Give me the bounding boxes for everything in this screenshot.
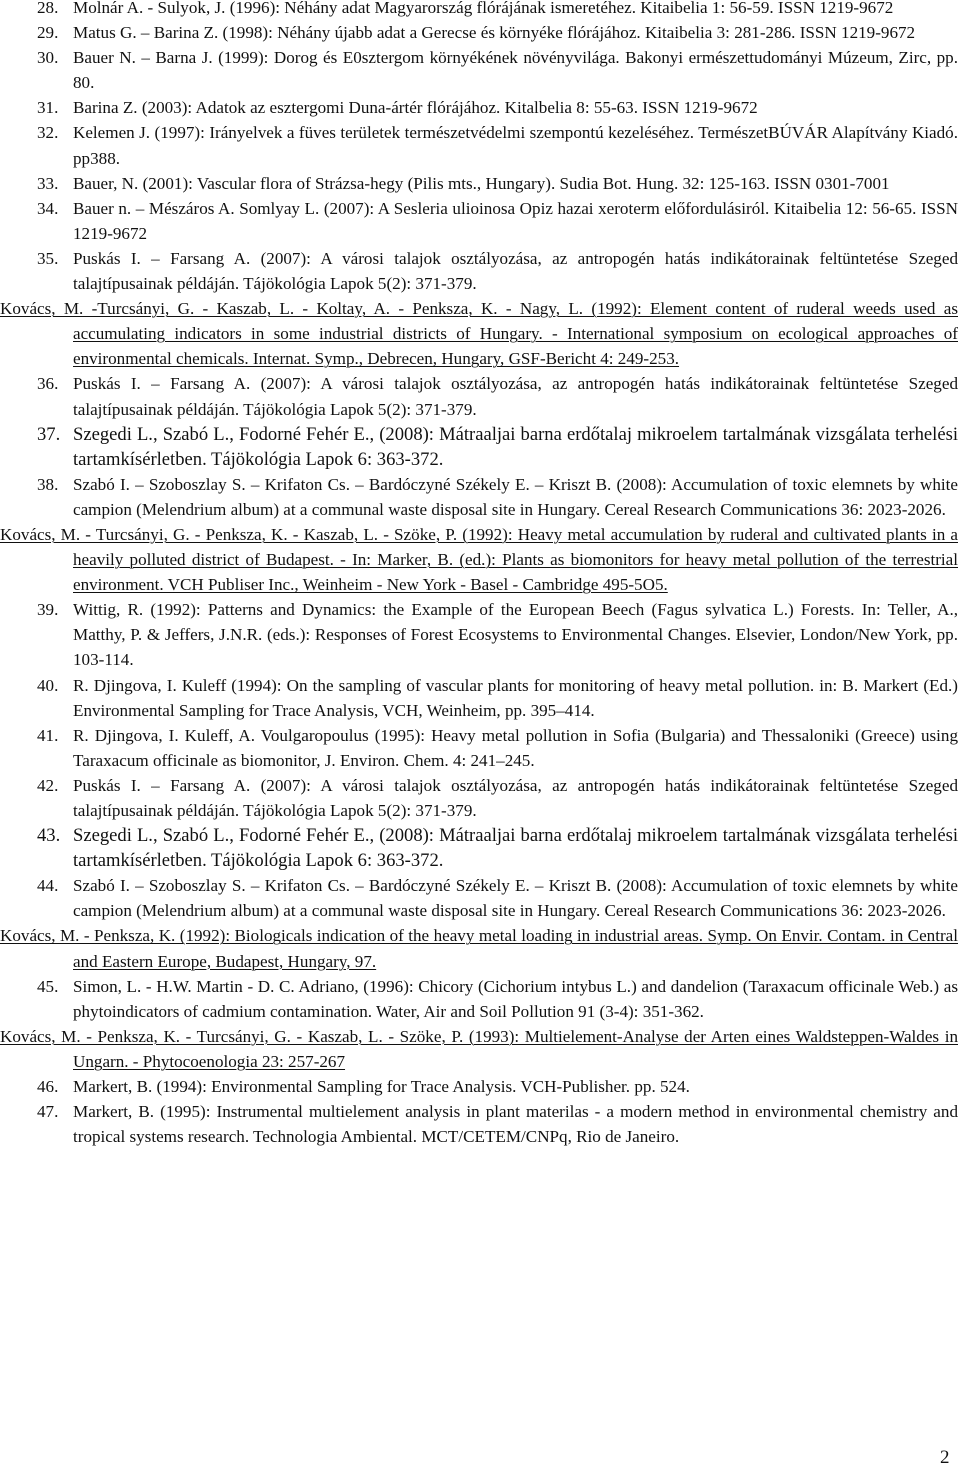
kovacs-reference: Kovács, M. - Penksza, K. - Turcsányi, G. - Kaszab, L. - Szöke, P. (1993): Multielement-Analyse der Arten eines Waldsteppen-Waldes in Ungarn. - Phytocoenologia 23: 257-267 [0, 1026, 958, 1071]
reference-text: Markert, B. (1995): Instrumental multielement analysis in plant materilas - a modern method in environmental chemistry and tropical systems research. Technologia Ambiental. MCT/CETEM/CNPq, Rio de Janeiro. [73, 1102, 958, 1147]
reference-text: Simon, L. - H.W. Martin - D. C. Adriano, (1996): Chicory (Cichorium intybus L.) and dandelion (Taraxacum officinale Web.) as phytoindicators of cadmium contamination. Water, Air and Soil Pollution 91 (3-4): 351-362. [73, 976, 958, 1021]
reference-number: 32. [37, 123, 59, 143]
reference-number: 47. [37, 1102, 59, 1122]
reference-number: 43. [37, 825, 61, 847]
reference-text: Matus G. – Barina Z. (1998): Néhány újabb adat a Gerecse és környéke flórájához. Kitaibelia 3: 281-286. ISSN 1219-9672 [73, 23, 916, 43]
reference-number: 31. [37, 98, 59, 118]
reference-text: Puskás I. – Farsang A. (2007): A városi talajok osztályozása, az antropogén hatás indikátorainak feltüntetése Szeged talajtípusainak példáján. Tájökológia Lapok 5(2): 371-379. [73, 374, 958, 419]
reference-text: Bauer n. – Mészáros A. Somlyay L. (2007): A Sesleria ulioinosa Opiz hazai xeroterm előfordulásiról. Kitaibelia 12: 56-65. ISSN 1219-9672 [73, 198, 958, 243]
kovacs-reference: Kovács, M. - Penksza, K. (1992): Biologicals indication of the heavy metal loading in industrial areas. Symp. On Envir. Contam. in Central and Eastern Europe, Budapest, Hungary, 97. [0, 926, 958, 971]
reference-number: 38. [37, 474, 59, 494]
reference-text: Szabó I. – Szoboszlay S. – Krifaton Cs. – Bardóczyné Székely E. – Kriszt B. (2008): Accumulation of toxic elemnets by white campion (Melendrium album) at a communal waste disposal site in Hungary. Cereal Research Communications 36: 2023-2026. [73, 876, 958, 921]
reference-text: R. Djingova, I. Kuleff, A. Voulgaropoulus (1995): Heavy metal pollution in Sofia (Bulgaria) and Thessaloniki (Greece) using Taraxacum officinale as biomonitor, J. Environ. Chem. 4: 241–245. [73, 725, 958, 770]
reference-item [0, 45, 958, 95]
reference-number: 46. [37, 1077, 59, 1097]
reference-text: Puskás I. – Farsang A. (2007): A városi talajok osztályozása, az antropogén hatás indikátorainak feltüntetése Szeged talajtípusainak példáján. Tájökológia Lapok 5(2): 371-379. [73, 775, 958, 820]
reference-number: 36. [37, 374, 59, 394]
reference-item [0, 1074, 958, 1099]
reference-item [0, 723, 958, 773]
page-number: 2 [940, 1447, 950, 1468]
reference-number: 44. [37, 876, 59, 896]
reference-item [0, 673, 958, 723]
reference-number: 29. [37, 23, 59, 43]
reference-item [0, 773, 958, 823]
reference-item [0, 20, 958, 45]
reference-text: Markert, B. (1994): Environmental Sampling for Trace Analysis. VCH-Publisher. pp. 524. [73, 1077, 690, 1097]
reference-text: Wittig, R. (1992): Patterns and Dynamics: the Example of the European Beech (Fagus sylvatica L.) Forests. In: Teller, A., Matthy, P. & Jeffers, J.N.R. (eds.): Responses of Forest Ecosystems to Environmental Changes. Elsevier, London/New York, pp. 103-114. [73, 600, 958, 670]
reference-text: Molnár A. - Sulyok, J. (1996): Néhány adat Magyarország flórájának ismeretéhez. Kitaibelia 1: 56-59. ISSN 1219-9672 [73, 0, 894, 17]
reference-item [0, 0, 958, 20]
reference-item [0, 472, 958, 522]
reference-item [0, 823, 958, 873]
kovacs-reference: Kovács, M. -Turcsányi, G. - Kaszab, L. - Koltay, A. - Penksza, K. - Nagy, L. (1992): Element content of ruderal weeds used as accumulating indicators in some industrial districts of Hungary. - International symposium on ecological approaches of environmental chemicals. Internat. Symp., Debrecen, Hungary, GSF-Bericht 4: 249-253. [0, 299, 958, 369]
reference-text: Szabó I. – Szoboszlay S. – Krifaton Cs. – Bardóczyné Székely E. – Kriszt B. (2008): Accumulation of toxic elemnets by white campion (Melendrium album) at a communal waste disposal site in Hungary. Cereal Research Communications 36: 2023-2026. [73, 474, 958, 519]
reference-number: 42. [37, 775, 59, 795]
reference-text: Kelemen J. (1997): Irányelvek a füves területek természetvédelmi szempontú kezeléséhez. TermészetBÚVÁR Alapítvány Kiadó. pp388. [73, 123, 958, 168]
reference-text: Szegedi L., Szabó L., Fodorné Fehér E., (2008): Mátraaljai barna erdőtalaj mikroelem tartalmának vizsgálata terhelési tartamkísérletben. Tájökológia Lapok 6: 363-372. [73, 423, 958, 470]
reference-item [0, 597, 958, 672]
reference-text: Bauer N. – Barna J. (1999): Dorog és E0sztergom környékének növényvilága. Bakonyi ermészettudományi Múzeum, Zirc, pp. 80. [73, 48, 958, 93]
reference-item [0, 196, 958, 246]
reference-item [0, 95, 958, 120]
reference-number: 33. [37, 173, 59, 193]
reference-number: 28. [37, 0, 59, 17]
reference-item [0, 371, 958, 421]
reference-item [0, 171, 958, 196]
kovacs-reference: Kovács, M. - Turcsányi, G. - Penksza, K. - Kaszab, L. - Szöke, P. (1992): Heavy metal accumulation by ruderal and cultivated plants in a heavily polluted district of Budapest. - In: Marker, B. (ed.): Plants as biomonitors for heavy metal pollution of the terrestrial environment. VCH Publiser Inc., Weinheim - New York - Basel - Cambridge 495-5O5. [0, 524, 958, 595]
reference-number: 35. [37, 248, 59, 268]
reference-item [0, 873, 958, 923]
reference-number: 39. [37, 600, 59, 620]
reference-item [0, 422, 958, 472]
reference-number: 40. [37, 675, 59, 695]
reference-text: Barina Z. (2003): Adatok az esztergomi Duna-ártér flórájához. Kitalbelia 8: 55-63. ISSN 1219-9672 [73, 98, 758, 118]
reference-number: 34. [37, 198, 59, 218]
reference-number: 45. [37, 976, 59, 996]
reference-item [0, 974, 958, 1024]
reference-item [0, 246, 958, 296]
reference-number: 37. [37, 423, 61, 445]
reference-text: Puskás I. – Farsang A. (2007): A városi talajok osztályozása, az antropogén hatás indikátorainak feltüntetése Szeged talajtípusainak példáján. Tájökológia Lapok 5(2): 371-379. [73, 248, 958, 294]
reference-text: Bauer, N. (2001): Vascular flora of Strázsa-hegy (Pilis mts., Hungary). Sudia Bot. Hung. 32: 125-163. ISSN 0301-7001 [73, 173, 890, 193]
reference-item [0, 120, 958, 170]
reference-text: Szegedi L., Szabó L., Fodorné Fehér E., (2008): Mátraaljai barna erdőtalaj mikroelem tartalmának vizsgálata terhelési tartamkísérletben. Tájökológia Lapok 6: 363-372. [73, 825, 958, 872]
reference-number: 30. [37, 48, 59, 68]
reference-number: 41. [37, 725, 59, 745]
reference-item [0, 1099, 958, 1149]
reference-text: R. Djingova, I. Kuleff (1994): On the sampling of vascular plants for monitoring of heavy metal pollution. in: B. Markert (Ed.) Environmental Sampling for Trace Analysis, VCH, Weinheim, pp. 395–414. [73, 675, 958, 720]
